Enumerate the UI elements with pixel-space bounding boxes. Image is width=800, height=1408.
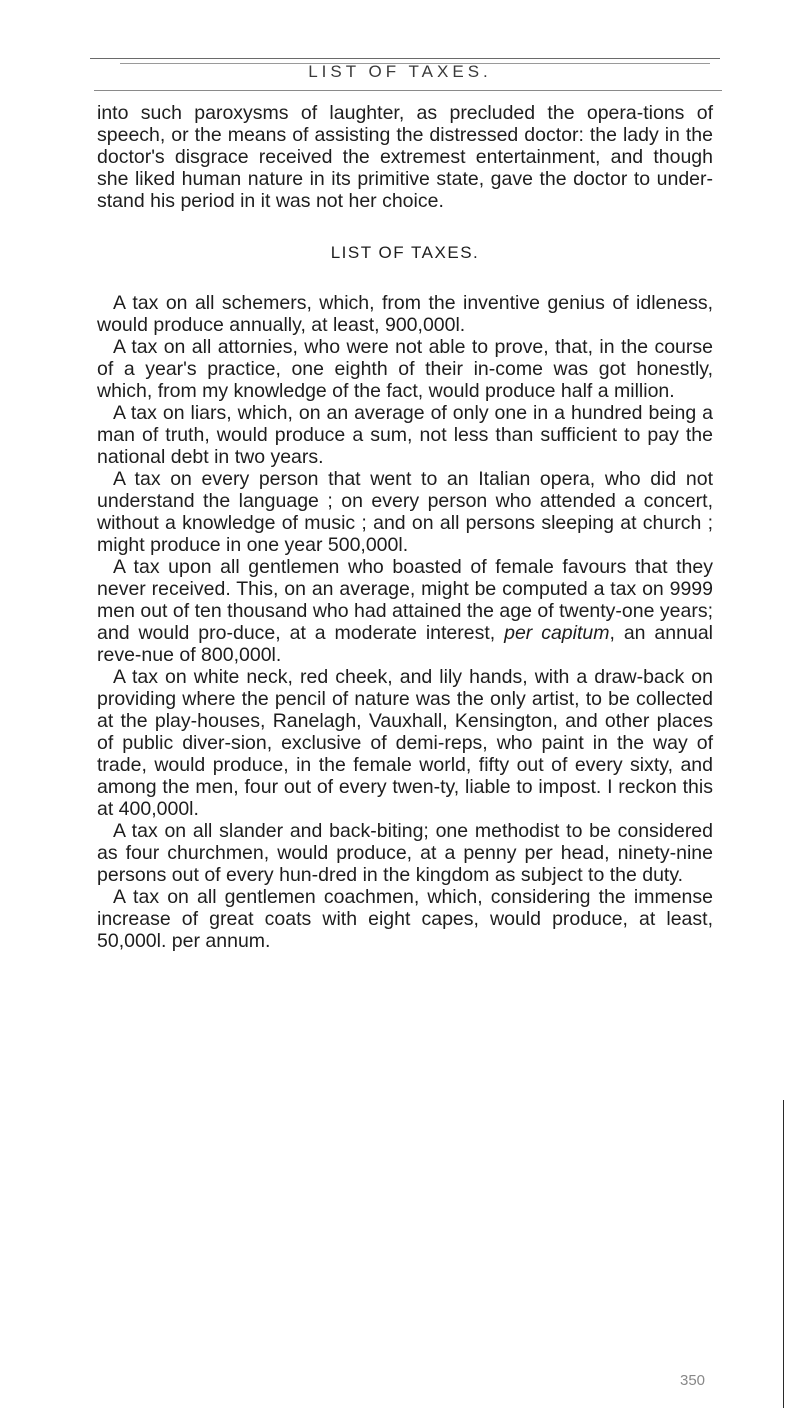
tax-entry-complexion: A tax on white neck, red cheek, and lily hands, with a draw-back on providing where the pencil of nature was the only artist, to be collected at the play-houses, Ranelagh, Vauxhall, Kensington, and other places of public diver-sion, exclusive of demi-reps, who paint in the way of trade, would produce, in the female world, fifty out of every sixty, and among the men, four out of every twen-ty, liable to impost. I reckon this at 400,000l. — [97, 666, 713, 820]
section-heading: LIST OF TAXES. — [330, 243, 480, 262]
tax-entry-attornies: A tax on all attornies, who were not able to prove, that, in the course of a year's practice, one eighth of their in-come was got honestly, which, from my knowledge of the fact, would produce half a million. — [97, 336, 713, 402]
page-number: 350 — [680, 1372, 706, 1389]
header-rule-top — [90, 58, 720, 59]
tax-entry-slander: A tax on all slander and back-biting; one methodist to be considered as four churchmen, would produce, at a penny per head, ninety-nine persons out of every hun-dred in the kingdom as subject to the duty. — [97, 820, 713, 886]
tax-entry-liars: A tax on liars, which, on an average of only one in a hundred being a man of truth, would produce a sum, not less than sufficient to pay the national debt in two years. — [97, 402, 713, 468]
header-rule-bottom — [94, 90, 722, 91]
intro-paragraph: into such paroxysms of laughter, as precluded the opera-tions of speech, or the means of assisting the distressed doctor: the lady in the doctor's disgrace received the extremest entertainment, and though she liked human nature in its primitive state, gave the doctor to under-stand his period in it was not her choice. — [97, 102, 713, 212]
favours-text-after: , an annual reve-nue of 800,000l. — [97, 622, 713, 666]
tax-entry-coachmen: A tax on all gentlemen coachmen, which, considering the immense increase of great coats with eight capes, would produce, at least, 50,000l. per annum. — [97, 886, 713, 952]
tax-entry-opera: A tax on every person that went to an Italian opera, who did not understand the language ; on every person who attended a concert, without a knowledge of music ; and on all persons sleeping at church ; might produce in one year 500,000l. — [97, 468, 713, 556]
page-edge-line — [783, 1100, 784, 1408]
tax-entry-schemers: A tax on all schemers, which, from the inventive genius of idleness, would produce annually, at least, 900,000l. — [97, 292, 713, 336]
tax-entry-favours — [97, 556, 713, 666]
body-text — [97, 102, 713, 952]
favours-text-before: A tax upon all gentlemen who boasted of female favours that they never received. This, on an average, might be computed a tax on 9999 men out of ten thousand who had attained the age of twenty-one years; and would pro-duce, at a moderate interest, — [97, 556, 713, 644]
running-head: LIST OF TAXES. — [308, 62, 492, 81]
favours-text-italic: per capitum — [504, 622, 610, 644]
